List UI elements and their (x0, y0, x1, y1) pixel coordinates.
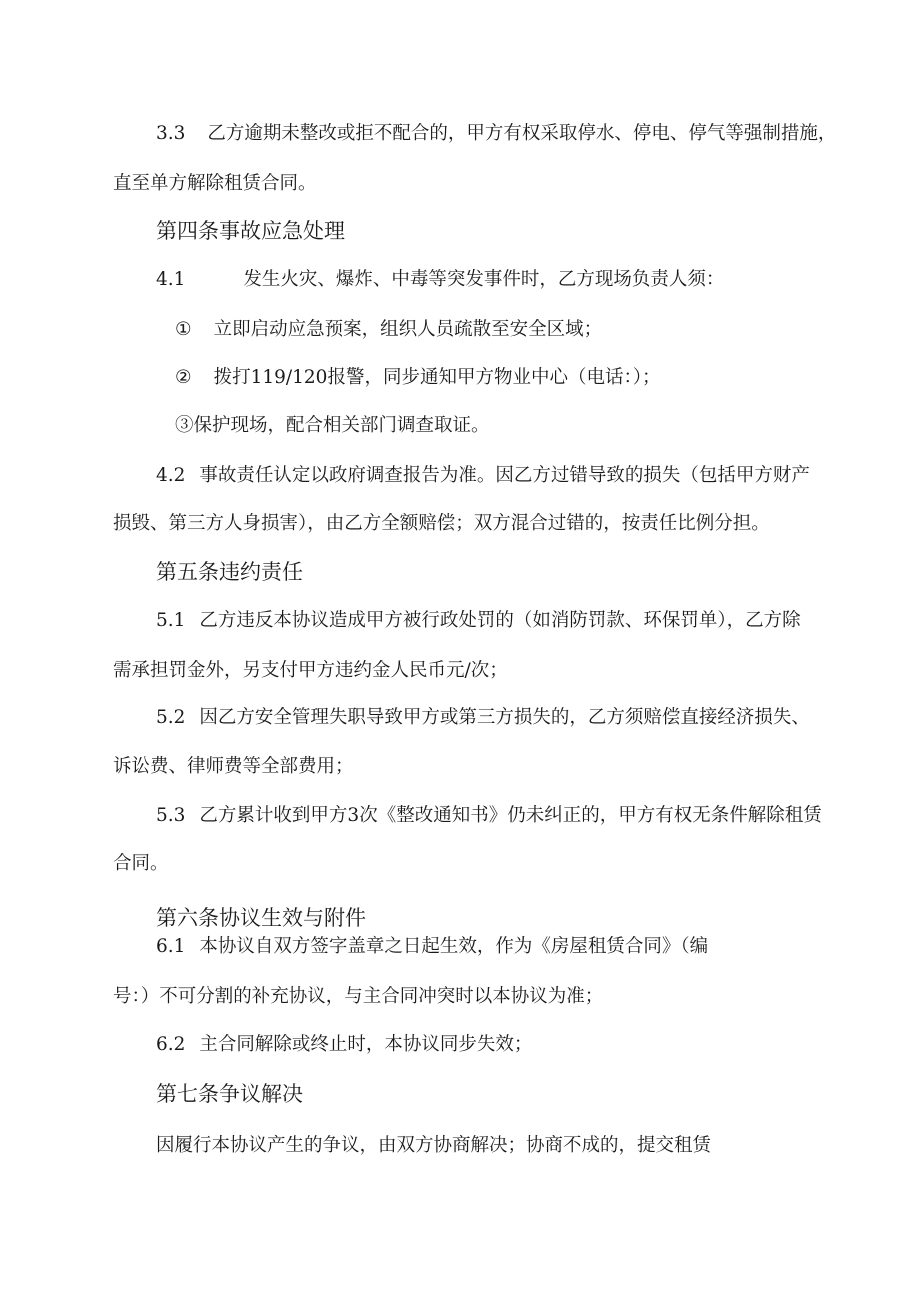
clause-number: 4.2 (156, 465, 186, 486)
list-item: ② 拨打119/120报警，同步通知甲方物业中心（电话：）； (175, 367, 661, 388)
clause-number: 5.1 (156, 610, 186, 631)
clause-3-3-line1: 3.3 乙方逾期未整改或拒不配合的，甲方有权采取停水、停电、停气等强制措施， (156, 123, 837, 144)
clause-4-1: 4.1 发生火灾、爆炸、中毒等突发事件时，乙方现场负责人须： (156, 269, 725, 290)
article-5-heading: 第五条违约责任 (156, 560, 303, 584)
clause-5-1-line2: 需承担罚金外，另支付甲方违约金人民币元/次； (113, 660, 508, 681)
clause-5-3-line2: 合同。 (113, 853, 169, 874)
clause-4-2-line1: 4.2 事故责任认定以政府调查报告为准。因乙方过错导致的损失（包括甲方财产 (156, 465, 810, 486)
clause-4-2-line2: 损毁、第三方人身损害），由乙方全额赔偿；双方混合过错的，按责任比例分担。 (113, 513, 770, 534)
article-4-heading: 第四条事故应急处理 (156, 219, 345, 243)
clause-6-1-line2: 号：）不可分割的补充协议，与主合同冲突时以本协议为准； (113, 986, 604, 1007)
clause-6-2: 6.2 主合同解除或终止时，本协议同步失效； (156, 1034, 533, 1055)
article-7-heading: 第七条争议解决 (156, 1082, 303, 1106)
article-6-heading: 第六条协议生效与附件 (156, 906, 366, 930)
clause-3-3-line2: 直至单方解除租赁合同。 (113, 173, 317, 194)
clause-5-3-line1: 5.3 乙方累计收到甲方3次《整改通知书》仍未纠正的，甲方有权无条件解除租赁 (156, 805, 822, 826)
clause-5-1-line1: 5.1 乙方违反本协议造成甲方被行政处罚的（如消防罚款、环保罚单），乙方除 (156, 610, 801, 631)
clause-number: 6.1 (156, 936, 186, 957)
clause-number: 4.1 (156, 269, 186, 290)
clause-5-2-line2: 诉讼费、律师费等全部费用； (113, 756, 354, 777)
clause-number: 5.2 (156, 707, 186, 728)
list-item: ① 立即启动应急预案，组织人员疏散至安全区域； (175, 319, 603, 340)
clause-number: 5.3 (156, 805, 186, 826)
clause-5-2-line1: 5.2 因乙方安全管理失职导致甲方或第三方损失的，乙方须赔偿直接经济损失、 (156, 707, 810, 728)
clause-6-1-line1: 6.1 本协议自双方签字盖章之日起生效，作为《房屋租赁合同》（编 (156, 936, 709, 957)
clause-number: 3.3 (156, 123, 186, 144)
list-item: ③保护现场，配合相关部门调查取证。 (175, 415, 490, 436)
article-7-text: 因履行本协议产生的争议，由双方协商解决；协商不成的，提交租赁 (156, 1135, 712, 1156)
clause-number: 6.2 (156, 1034, 186, 1055)
